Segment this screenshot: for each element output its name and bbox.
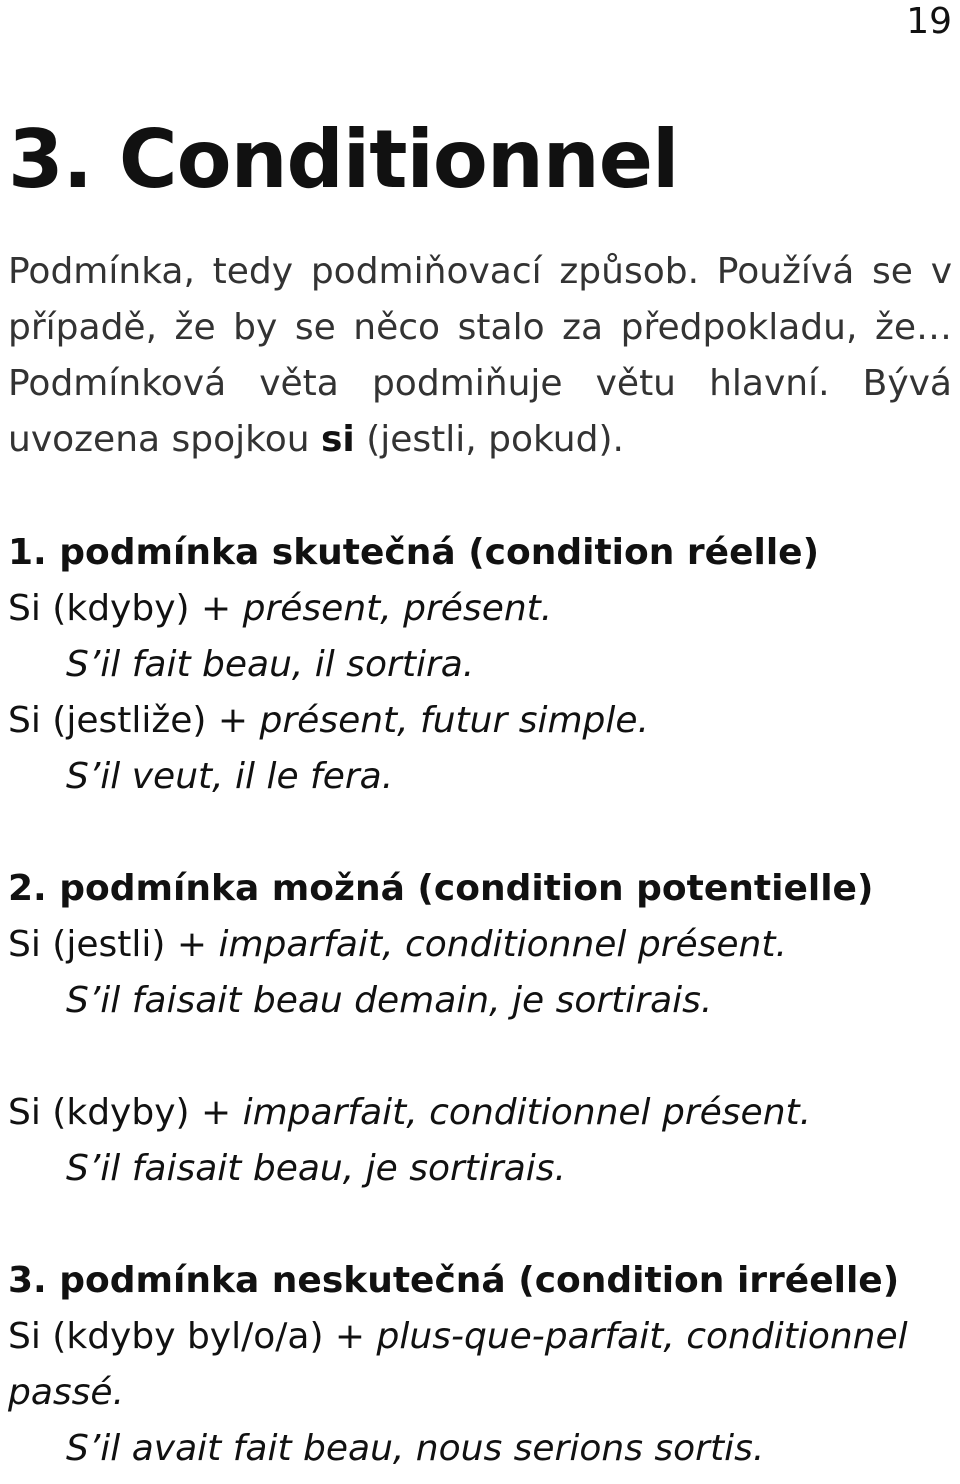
rule-text: Si (jestliže) + — [8, 700, 260, 741]
rule-tenses-continued: passé. — [8, 1372, 125, 1413]
section-1-example-a — [66, 640, 474, 690]
rule-tenses: plus-que-parfait, conditionnel — [376, 1316, 908, 1357]
page-number: 19 — [906, 1, 952, 42]
rule-tenses: imparfait, conditionnel présent. — [218, 924, 787, 965]
rule-tenses: présent, présent. — [242, 588, 553, 629]
section-2-heading: 2. podmínka možná (condition potentielle) — [8, 868, 874, 909]
section-3-rule-a — [8, 1312, 908, 1362]
section-1-rule-b — [8, 696, 649, 746]
intro-keyword: si — [321, 419, 355, 460]
rule-text: Si (kdyby byl/o/a) + — [8, 1316, 377, 1357]
section-1-rule-a — [8, 584, 552, 634]
rule-tenses: présent, futur simple. — [259, 700, 649, 741]
section-3-rule-a-continued — [8, 1368, 124, 1418]
section-2-rule-a — [8, 920, 787, 970]
section-2-example-b — [66, 1144, 566, 1194]
intro-text-end: (jestli, pokud). — [354, 419, 624, 460]
example-text: S’il faisait beau, je sortirais. — [66, 1148, 566, 1189]
section-1-example-b — [66, 752, 393, 802]
example-text: S’il fait beau, il sortira. — [66, 644, 475, 685]
rule-text: Si (jestli) + — [8, 924, 219, 965]
intro-paragraph — [8, 244, 952, 468]
example-text: S’il veut, il le fera. — [66, 756, 394, 797]
example-text: S’il avait fait beau, nous serions sortis. — [66, 1428, 765, 1469]
section-2-example-a — [66, 976, 712, 1026]
rule-tenses: imparfait, conditionnel présent. — [242, 1092, 812, 1133]
page-title: 3. Conditionnel — [8, 113, 679, 206]
intro-text: Podmínka, tedy podmiňovací způsob. Používá se v případě, že by se něco stalo za předpokladu, že… Podmínková věta podmiňuje větu hlavní. Bývá uvozena spojkou — [8, 251, 952, 460]
section-1-heading: 1. podmínka skutečná (condition réelle) — [8, 532, 820, 573]
section-3-heading: 3. podmínka neskutečná (condition irréelle) — [8, 1260, 900, 1301]
example-text: S’il faisait beau demain, je sortirais. — [66, 980, 713, 1021]
section-3-example-a — [66, 1424, 764, 1474]
section-2-rule-b — [8, 1088, 811, 1138]
rule-text: Si (kdyby) + — [8, 588, 243, 629]
rule-text: Si (kdyby) + — [8, 1092, 243, 1133]
